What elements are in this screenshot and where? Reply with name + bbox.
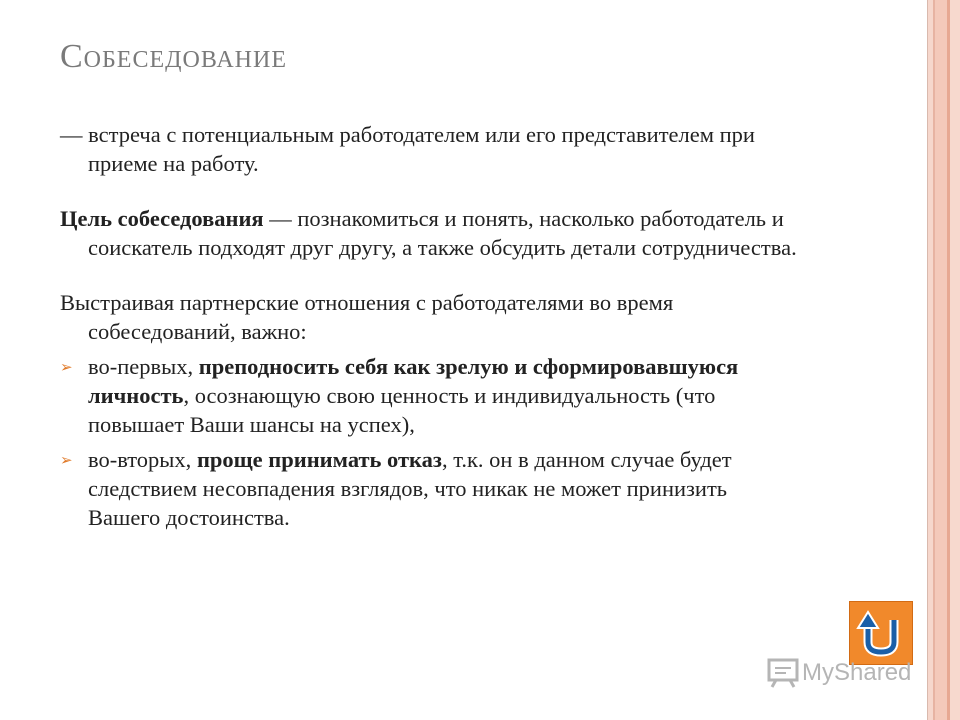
intro-paragraph: Выстраивая партнерские отношения с работодателями во время собеседований, важно:: [60, 290, 674, 344]
goal-bold: Цель собеседования: [60, 206, 264, 231]
watermark-text: MyShared: [802, 659, 912, 686]
slide-title: Собеседование: [60, 38, 287, 75]
decor-stripe: [950, 0, 960, 720]
bullet-list: [60, 352, 800, 532]
bullet-bold: проще принимать отказ: [196, 447, 442, 472]
goal-text: — познакомиться и понять, насколько работодатель и соискатель подходят друг другу, а также обсудить детали сотрудничества.: [88, 206, 797, 260]
return-arrow-icon: [850, 602, 912, 664]
list-item: [60, 352, 800, 439]
bullet-suffix: , осознающую свою ценность и индивидуальность (что повышает Ваши шансы на успех),: [88, 383, 716, 437]
bullet-suffix: , т.к. он в данном случае будет следствием несовпадения взглядов, что никак не может принизить Вашего достоинства.: [88, 447, 732, 530]
slide-body: [60, 120, 800, 538]
return-button[interactable]: [849, 601, 913, 665]
presentation-icon: [766, 658, 800, 688]
bullet-bold: преподносить себя как зрелую и сформировавшуюся личность: [88, 354, 739, 408]
definition-paragraph: — встреча с потенциальным работодателем или его представителем при приеме на работу.: [60, 122, 755, 176]
bullet-prefix: во-первых,: [88, 354, 199, 379]
list-item: [60, 445, 800, 532]
watermark: [766, 658, 911, 688]
bullet-prefix: во-вторых,: [88, 447, 197, 472]
arrow-bullet-icon: ➢: [60, 358, 73, 376]
goal-paragraph: [60, 204, 800, 262]
arrow-bullet-icon: ➢: [60, 451, 73, 469]
decor-stripe: [935, 0, 947, 720]
